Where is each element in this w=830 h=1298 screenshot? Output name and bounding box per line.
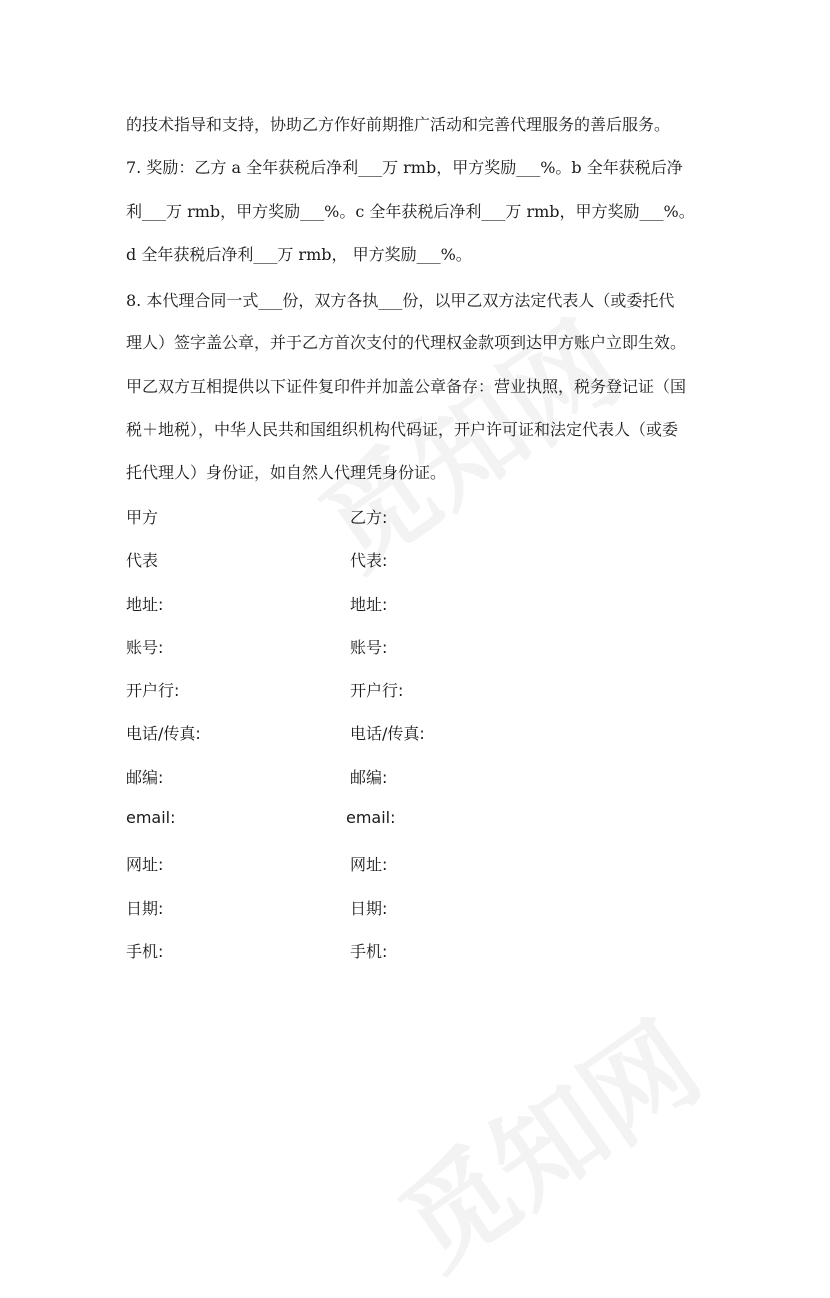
party-b-postcode-label: 邮编:	[350, 768, 388, 787]
paragraph-line: 8. 本代理合同一式___份，双方各执___份，以甲乙双方法定代表人（或委托代	[126, 291, 675, 310]
party-b-bank-label: 开户行:	[350, 681, 404, 700]
party-b-date-label: 日期:	[350, 899, 388, 918]
party-b-phone-fax-label: 电话/传真:	[350, 724, 425, 743]
party-a-address-label: 地址:	[126, 595, 164, 614]
party-a-representative-label: 代表	[126, 551, 159, 570]
party-a-bank-label: 开户行:	[126, 681, 180, 700]
party-b-website-label: 网址:	[350, 855, 388, 874]
party-b-email-label: email:	[346, 808, 396, 827]
party-b-mobile-label: 手机:	[350, 942, 388, 961]
party-b-representative-label: 代表:	[350, 551, 388, 570]
party-a-account-label: 账号:	[126, 638, 164, 657]
paragraph-line: 利___万 rmb，甲方奖励___%。c 全年获税后净利___万 rmb，甲方奖励___%。	[126, 202, 695, 221]
watermark-logo	[365, 980, 726, 1298]
party-b-address-label: 地址:	[350, 595, 388, 614]
paragraph-line: 理人）签字盖公章，并于乙方首次支付的代理权金款项到达甲方账户立即生效。	[126, 333, 687, 352]
party-a-mobile-label: 手机:	[126, 942, 164, 961]
party-a-email-label: email:	[126, 808, 176, 827]
party-a-date-label: 日期:	[126, 899, 164, 918]
paragraph-line: 的技术指导和支持，协助乙方作好前期推广活动和完善代理服务的善后服务。	[126, 115, 671, 134]
paragraph-line: 7. 奖励：乙方 a 全年获税后净利___万 rmb，甲方奖励___%。b 全年获税后净	[126, 158, 683, 177]
party-a-website-label: 网址:	[126, 855, 164, 874]
party-a-postcode-label: 邮编:	[126, 768, 164, 787]
paragraph-line: 托代理人）身份证，如自然人代理凭身份证。	[126, 463, 447, 482]
party-a-phone-fax-label: 电话/传真:	[126, 724, 201, 743]
party-b-name-label: 乙方:	[350, 508, 388, 527]
paragraph-line: 甲乙双方互相提供以下证件复印件并加盖公章备存：营业执照，税务登记证（国	[126, 377, 687, 396]
party-b-account-label: 账号:	[350, 638, 388, 657]
paragraph-line: 税＋地税），中华人民共和国组织机构代码证，开户许可证和法定代表人（或委	[126, 420, 679, 439]
paragraph-line: d 全年获税后净利___万 rmb， 甲方奖励___%。	[126, 245, 472, 264]
party-a-name-label: 甲方	[126, 508, 159, 527]
